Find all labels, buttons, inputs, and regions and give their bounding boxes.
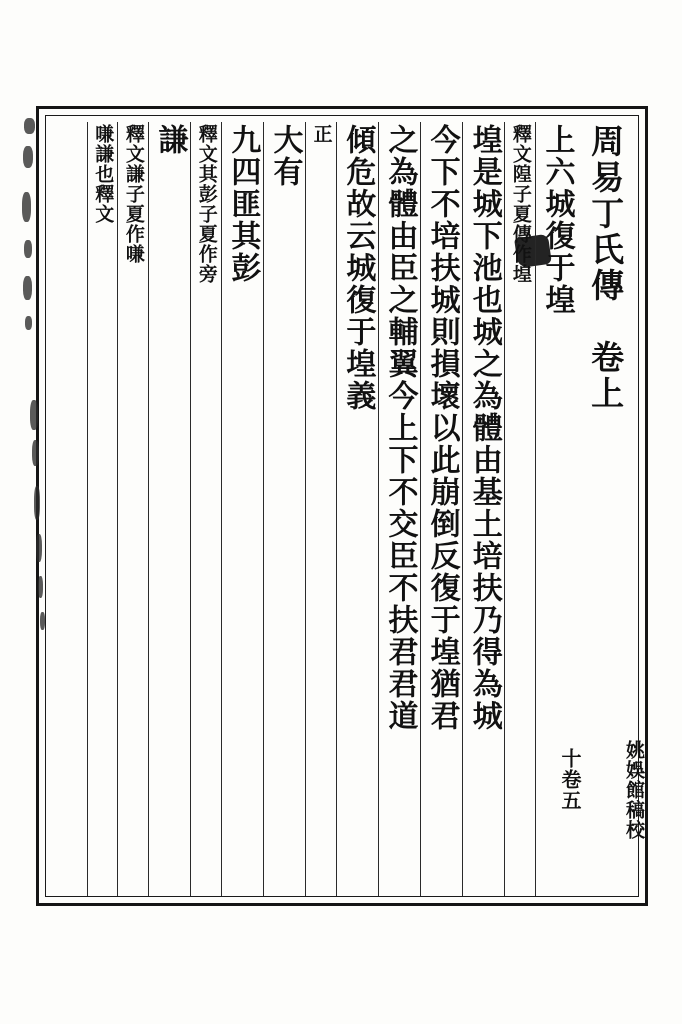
column-gloss-1 bbox=[504, 122, 535, 896]
paper-speck bbox=[23, 146, 33, 168]
column-gloss-3 bbox=[190, 122, 221, 896]
gloss-text: 正 bbox=[310, 124, 333, 144]
line-text: 傾危故云城復于堭義 bbox=[340, 124, 376, 412]
column-line-3 bbox=[420, 122, 462, 896]
column-gloss-4 bbox=[117, 122, 148, 896]
gloss-text: 釋文隍子夏傳作堭 bbox=[509, 124, 532, 284]
column-hexagram-dayou bbox=[263, 122, 305, 896]
paper-speck bbox=[32, 440, 39, 466]
line-text: 今下不培扶城則損壞以此崩倒反復于堭猶君 bbox=[424, 124, 460, 732]
column-line-5 bbox=[336, 122, 378, 896]
gloss-text: 嗛謙也釋文 bbox=[92, 124, 115, 224]
paper-speck bbox=[36, 534, 42, 562]
paper-speck bbox=[24, 118, 35, 134]
paper-speck bbox=[22, 192, 31, 222]
line-text: 九四匪其彭 bbox=[225, 124, 261, 284]
line-text: 上六城復于堭 bbox=[539, 124, 575, 316]
paper-speck bbox=[40, 612, 45, 630]
column-gloss-2 bbox=[305, 122, 336, 896]
line-text: 堭是城下池也城之為體由基土培扶乃得為城 bbox=[466, 124, 502, 732]
column-blank bbox=[52, 122, 87, 896]
line-text: 之為體由臣之輔翼今上下不交臣不扶君君道 bbox=[382, 124, 418, 732]
paper-speck bbox=[30, 400, 38, 430]
column-line-6 bbox=[221, 122, 263, 896]
text-block bbox=[50, 118, 634, 896]
gloss-text: 釋文其彭子夏作旁 bbox=[195, 124, 218, 284]
collation-note: 姚娛館稿校 bbox=[623, 740, 645, 840]
page-number-marker: 十卷五 bbox=[558, 748, 582, 811]
column-hexagram-qian bbox=[148, 122, 190, 896]
column-line-4 bbox=[378, 122, 420, 896]
paper-speck bbox=[34, 486, 40, 520]
column-gloss-5 bbox=[87, 122, 118, 896]
column-line-2 bbox=[462, 122, 504, 896]
gloss-text: 釋文謙子夏作嗛 bbox=[122, 124, 145, 264]
paper-speck bbox=[38, 576, 43, 598]
title-text: 周易丁氏傳 卷上 bbox=[586, 124, 626, 412]
paper-speck bbox=[23, 276, 32, 300]
paper-speck bbox=[25, 316, 32, 330]
hexagram-name: 謙 bbox=[152, 124, 188, 156]
paper-speck bbox=[24, 240, 32, 258]
hexagram-name: 大有 bbox=[267, 124, 303, 188]
